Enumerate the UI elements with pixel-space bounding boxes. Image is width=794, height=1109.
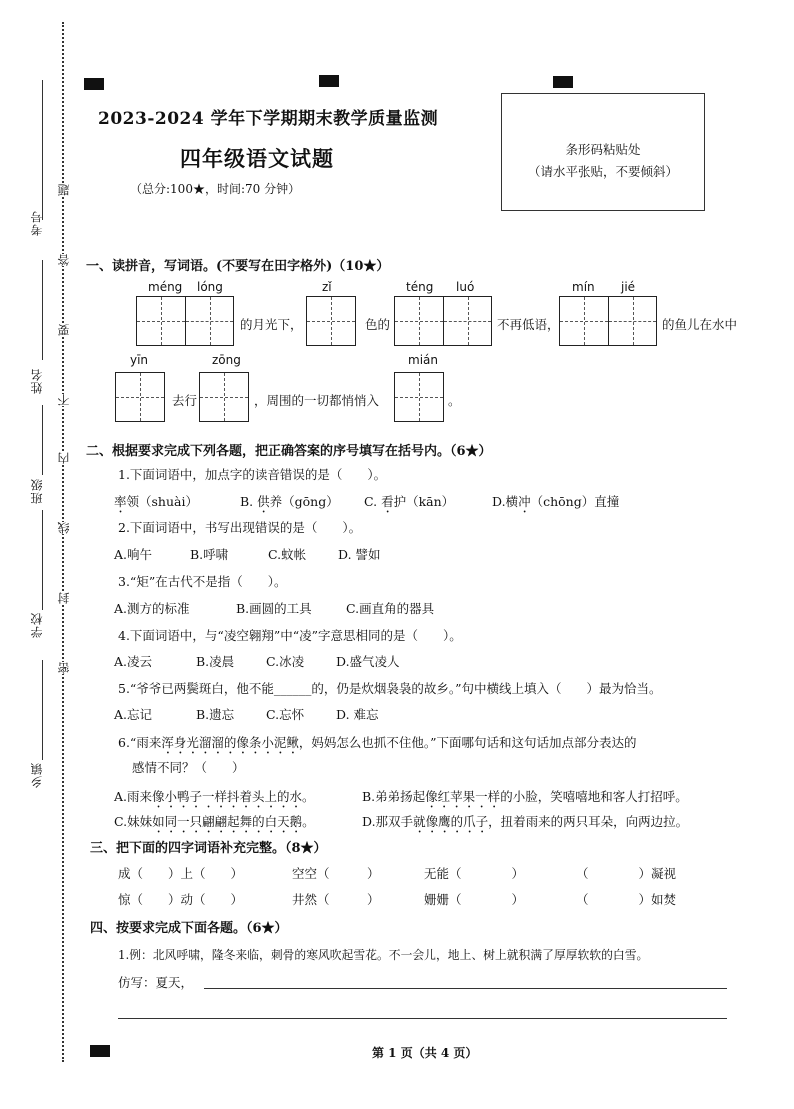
q1-option-d: D.横冲（chōng）直撞 xyxy=(492,494,620,509)
tianzige-box[interactable] xyxy=(394,296,492,346)
idiom-blank: （ ）如焚 xyxy=(576,892,677,907)
idiom-blank: 惊（ ）动（ ） xyxy=(118,892,244,907)
tianzige-box[interactable] xyxy=(394,372,444,422)
section-4-heading: 四、按要求完成下面各题。（6★） xyxy=(90,921,288,936)
registration-mark xyxy=(90,1045,110,1057)
q3-option: C.画直角的器具 xyxy=(346,601,435,616)
q3-option: B.画圆的工具 xyxy=(236,601,312,616)
blank-text: 色的 xyxy=(365,317,391,332)
pinyin: yīn xyxy=(130,353,149,367)
pinyin: méng xyxy=(148,280,183,294)
tianzige-box[interactable] xyxy=(306,296,356,346)
idiom-blank: （ ）凝视 xyxy=(576,866,677,881)
blank-text: 的鱼儿在水中 xyxy=(662,317,738,332)
q2-option: A.响午 xyxy=(114,547,153,562)
class-line xyxy=(42,405,43,475)
tianzige-box[interactable] xyxy=(136,296,234,346)
section-3-heading: 三、把下面的四字词语补充完整。（8★） xyxy=(90,841,327,856)
blank-text: 不再低语， xyxy=(497,317,560,332)
question-1: 1.下面词语中，加点字的读音错误的是（ ）。 xyxy=(118,467,387,482)
q5-option: B.遗忘 xyxy=(196,707,235,722)
pinyin: mián xyxy=(408,353,438,367)
barcode-box xyxy=(501,93,705,211)
blank-text: 的月光下， xyxy=(240,317,303,332)
pinyin: zōng xyxy=(212,353,241,367)
registration-mark xyxy=(553,76,573,88)
pinyin: zǐ xyxy=(322,280,332,294)
q2-option: D. 譬如 xyxy=(338,547,381,562)
binding-char: 封 xyxy=(57,592,71,604)
binding-char: 不 xyxy=(57,394,71,406)
q4-option: B.凌晨 xyxy=(196,654,235,669)
section-2-heading: 二、根据要求完成下列各题，把正确答案的序号填写在括号内。（6★） xyxy=(86,444,492,459)
binding-char: 线 xyxy=(57,522,71,534)
binding-char: 内 xyxy=(57,452,71,464)
class-label: 班级 xyxy=(30,478,44,504)
q1-option-b: B. 供养（gōng） xyxy=(240,494,339,509)
q4-option: A.凌云 xyxy=(114,654,153,669)
q5-option: D. 难忘 xyxy=(336,707,379,722)
blank-text: 。 xyxy=(448,393,461,408)
q3-option: A.测方的标准 xyxy=(114,601,190,616)
pinyin: jié xyxy=(621,280,636,294)
binding-char: 密 xyxy=(57,662,71,674)
idiom-blank: 井然（ ） xyxy=(292,892,380,907)
page-number: 第 1 页（共 4 页） xyxy=(372,1046,478,1060)
pinyin: lóng xyxy=(197,280,223,294)
blank-text: 去行 xyxy=(172,393,198,408)
question-6: 6.“雨来浑身光溜溜的像条小泥鳅，妈妈怎么也抓不住他。”下面哪句话和这句话加点部分表达的 xyxy=(118,735,637,750)
answer-line[interactable] xyxy=(204,988,727,989)
question-4: 4.下面词语中，与“凌空翱翔”中“凌”字意思相同的是（ ）。 xyxy=(118,628,462,643)
pinyin: luó xyxy=(456,280,475,294)
q1-option-c: C. 看护（kān） xyxy=(364,494,455,509)
registration-mark xyxy=(319,75,339,87)
name-label: 姓名 xyxy=(30,368,44,394)
section-1-heading: 一、读拼音，写词语。(不要写在田字格外)（10★） xyxy=(86,259,390,274)
school-line xyxy=(42,510,43,610)
pinyin: téng xyxy=(406,280,434,294)
binding-char: 题 xyxy=(57,184,71,196)
tianzige-box[interactable] xyxy=(559,296,657,346)
binding-line xyxy=(62,22,64,1062)
exam-number-label: 考号 xyxy=(30,210,44,236)
q6-option-b: B.弟弟扬起像红苹果一样的小脸，笑嘻嘻地和客人打招呼。 xyxy=(362,789,688,804)
blank-text: ，周围的一切都悄悄入 xyxy=(254,393,380,408)
barcode-note: （请水平张贴，不要倾斜） xyxy=(527,164,678,179)
idiom-blank: 无能（ ） xyxy=(424,866,525,881)
exam-title: 2023-2024 学年下学期期末教学质量监测 xyxy=(98,109,439,129)
registration-mark xyxy=(84,78,104,90)
q2-option: C.蚊帐 xyxy=(268,547,307,562)
q4-option: D.盛气凌人 xyxy=(336,654,400,669)
idiom-blank: 成（ ）上（ ） xyxy=(118,866,244,881)
example-sentence: 1.例：北风呼啸，隆冬来临，刺骨的寒风吹起雪花。不一会儿，地上、树上就积满了厚厚软软的白雪。 xyxy=(118,948,649,962)
q2-option: B.呼啸 xyxy=(190,547,229,562)
question-3: 3.“矩”在古代不是指（ ）。 xyxy=(118,574,287,589)
town-label: 乡镇 xyxy=(30,762,44,788)
idiom-blank: 空空（ ） xyxy=(292,866,380,881)
exam-number-line xyxy=(42,80,43,220)
exam-meta: （总分:100★，时间:70 分钟） xyxy=(130,182,301,196)
answer-line[interactable] xyxy=(118,1018,727,1019)
town-line xyxy=(42,660,43,760)
binding-char: 要 xyxy=(57,324,71,336)
name-line xyxy=(42,260,43,360)
pinyin: mín xyxy=(572,280,595,294)
q6-option-d: D.那双手就像鹰的爪子，扭着雨来的两只耳朵，向两边拉。 xyxy=(362,814,689,829)
q4-option: C.冰凌 xyxy=(266,654,305,669)
q1-option-a: 率领（shuài） xyxy=(114,494,198,509)
school-label: 学校 xyxy=(30,612,44,638)
tianzige-box[interactable] xyxy=(115,372,165,422)
q6-option-c: C.妹妹如同一只翩翩起舞的白天鹅。 xyxy=(114,814,315,829)
exam-subtitle: 四年级语文试题 xyxy=(180,146,334,171)
imitate-label: 仿写：夏天， xyxy=(118,975,194,990)
question-2: 2.下面词语中，书写出现错误的是（ ）。 xyxy=(118,520,362,535)
question-6-cont: 感情不同？（ ） xyxy=(132,760,245,775)
binding-char: 答 xyxy=(57,254,71,266)
idiom-blank: 姗姗（ ） xyxy=(424,892,525,907)
question-5: 5.“爷爷已两鬓斑白，他不能______的，仍是炊烟袅袅的故乡。”句中横线上填入（ ）最为恰当。 xyxy=(118,681,662,696)
tianzige-box[interactable] xyxy=(199,372,249,422)
barcode-label: 条形码粘贴处 xyxy=(565,142,641,157)
q5-option: A.忘记 xyxy=(114,707,153,722)
q5-option: C.忘怀 xyxy=(266,707,305,722)
q6-option-a: A.雨来像小鸭子一样抖着头上的水。 xyxy=(114,789,315,804)
